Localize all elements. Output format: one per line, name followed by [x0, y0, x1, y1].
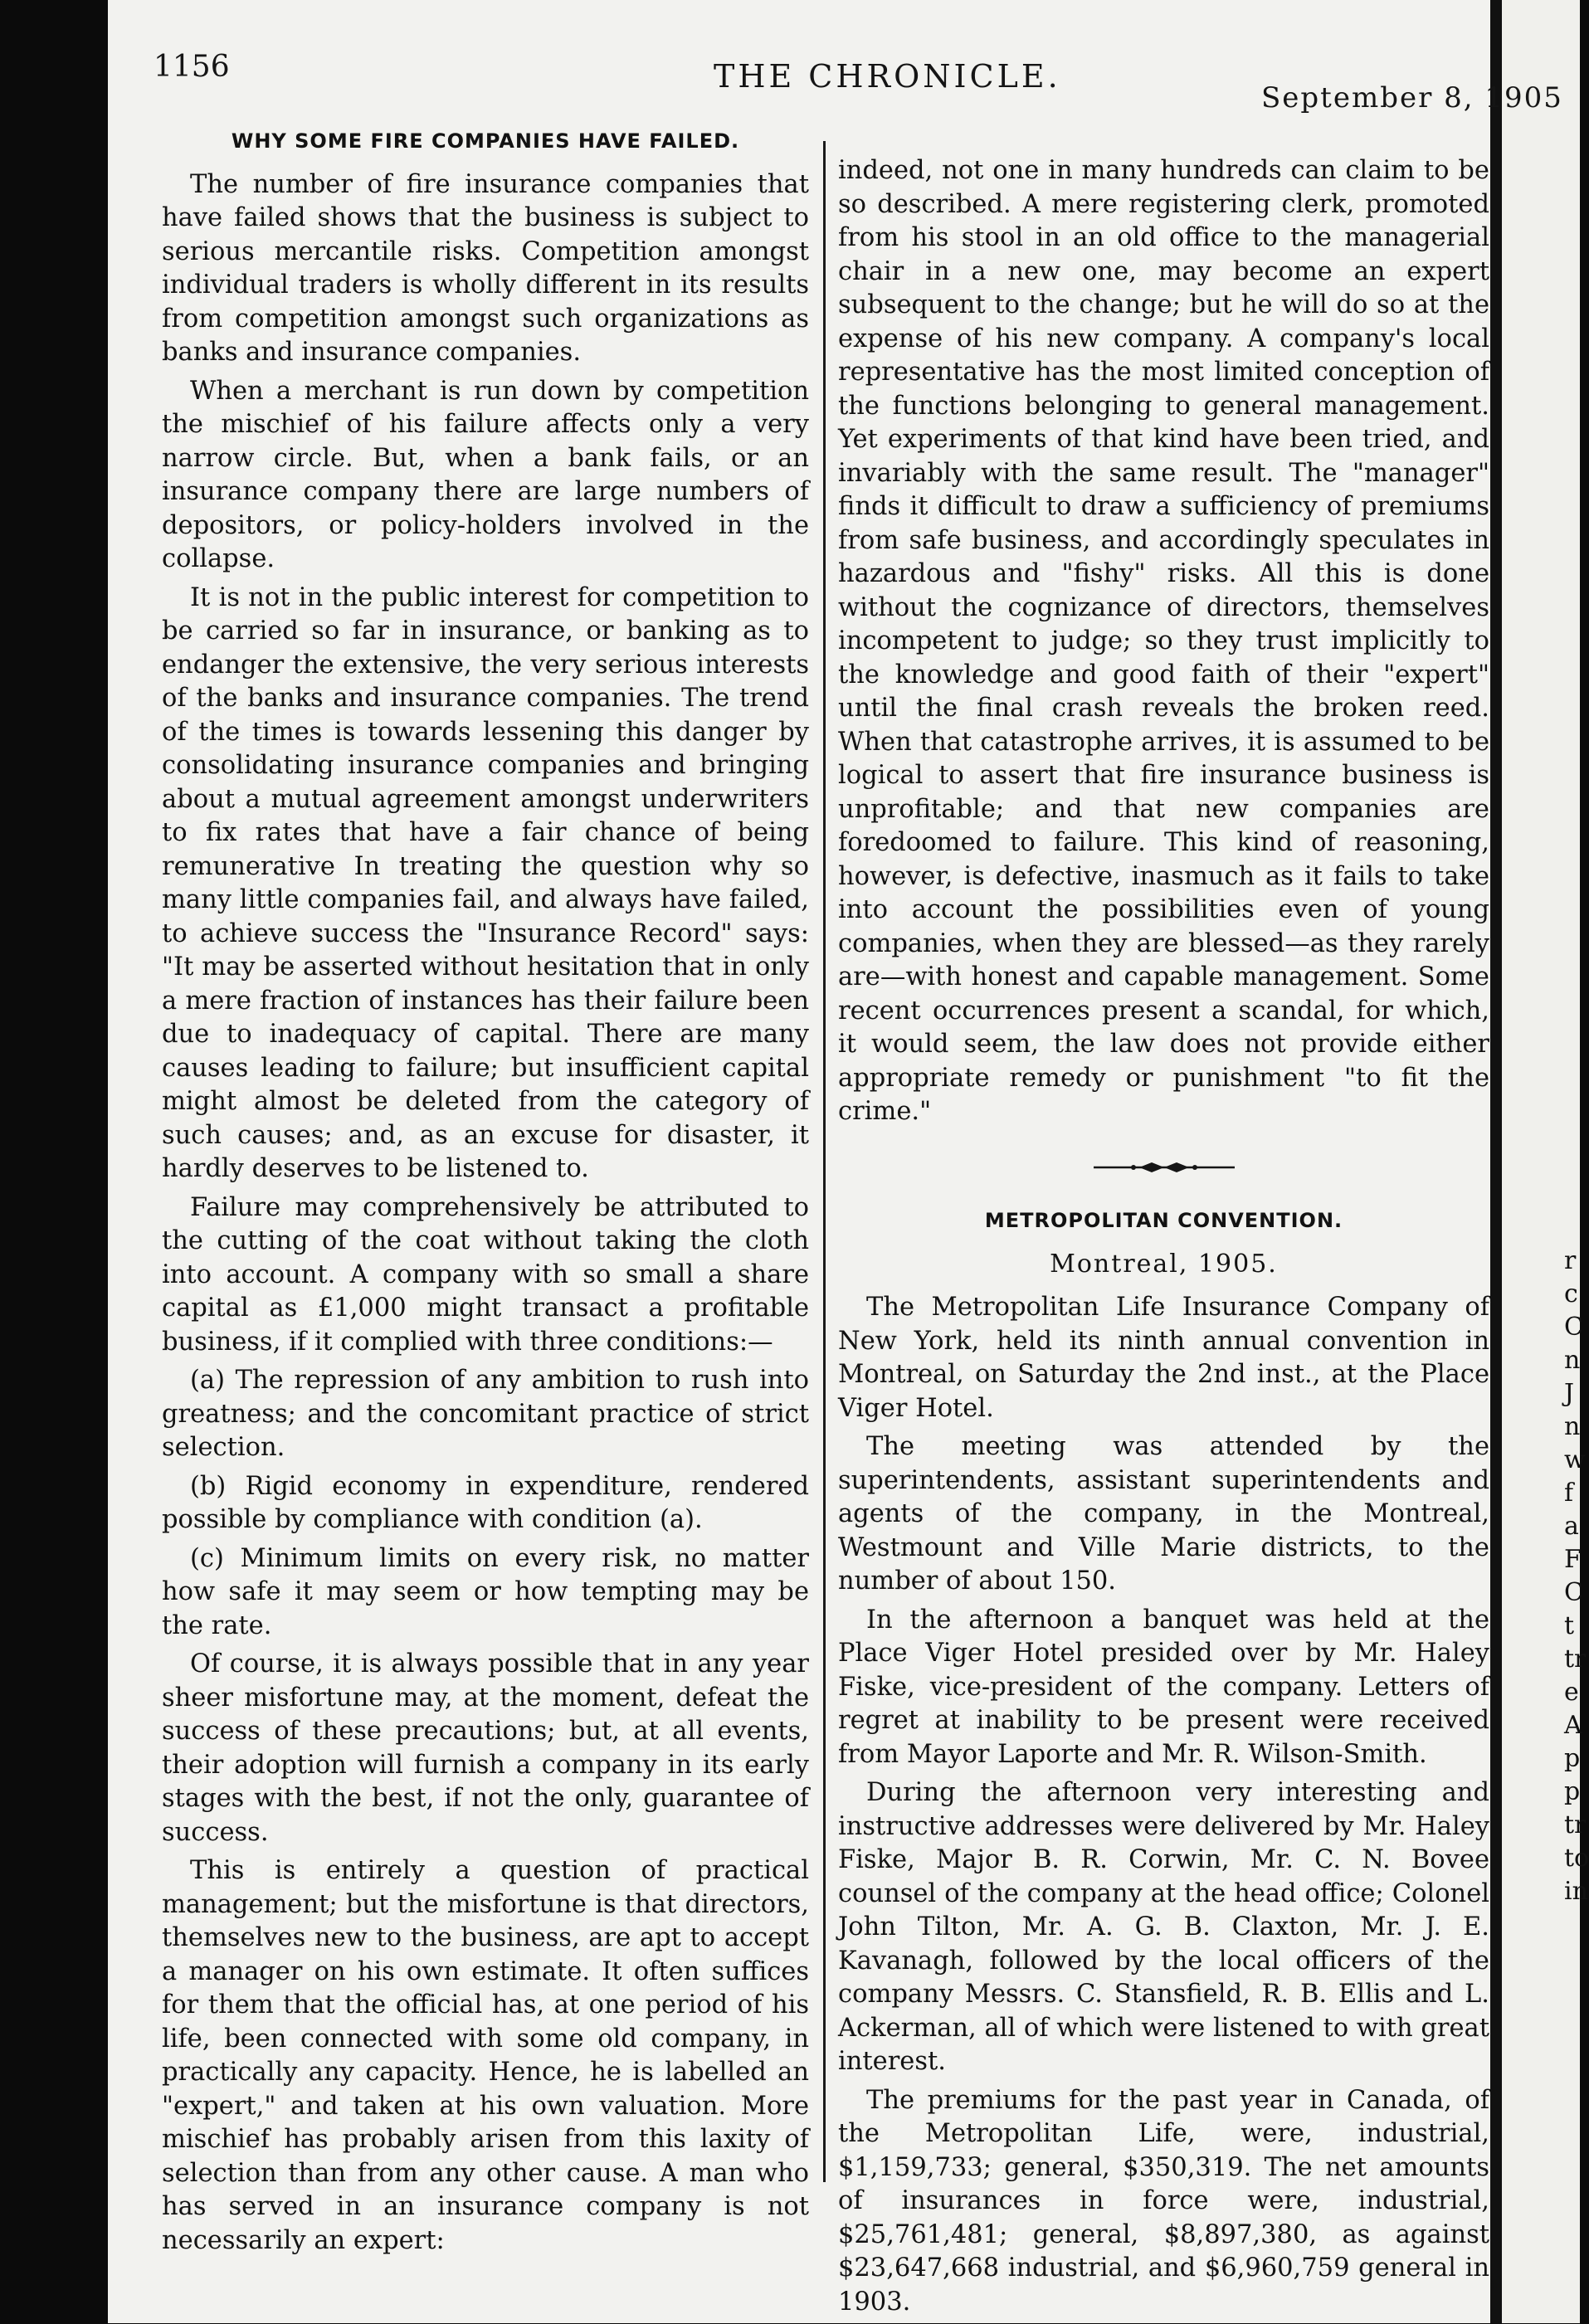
edge-letter: p	[1564, 1744, 1581, 1773]
article-dateline: Montreal, 1905.	[1050, 1249, 1278, 1279]
edge-letter: n	[1564, 1412, 1581, 1441]
condition-b: (b) Rigid economy in expenditure, rendered possible by compliance with condition (a).	[162, 1471, 809, 1534]
paragraph: The number of fire insurance companies that have failed shows that the business is subject to serious mercantile risks. Competition amongst individual traders is wholly different in its results from competition amongst such organizations as banks and insurance companies.	[162, 169, 809, 367]
edge-letter: a	[1564, 1512, 1579, 1541]
edge-letter: C	[1564, 1313, 1583, 1342]
edge-letter: tr	[1564, 1644, 1587, 1674]
continued-paragraph: indeed, not one in many hundreds can claim to be so described. A mere registering clerk, promoted from his stool in an old office to the managerial chair in a new one, may become an expert subsequent to the change; but he will do so at the expense of his new company. A company's local representative has the most limited conception of the functions belonging to general management. Yet experiments of that kind have been tried, and invariably with the same result. The "manager" finds it difficult to draw a sufficiency of premiums from safe business, and accordingly speculates in hazardous and "fishy" risks. All this is done without the cognizance of directors, themselves incompetent to judge; so they trust implicitly to the knowledge and good faith of their "expert" until the final crash reveals the broken reed. When that catastrophe arrives, it is assumed to be logical to assert that fire insurance business is unprofitable; and that new companies are foredoomed to failure. This kind of reasoning, however, is defective, inasmuch as it fails to take into account the possibilities even of young companies, when they are blessed—as they rarely are—with honest and capable management. Some recent occurrences present a scandal, for which, it would seem, the law does not provide either appropriate remedy or punishment "to fit the crime."	[838, 156, 1489, 1126]
adjacent-page-edge	[1502, 0, 1589, 2323]
edge-letter: J	[1564, 1379, 1575, 1408]
condition-c: (c) Minimum limits on every risk, no matter how safe it may seem or how tempting may be the rate.	[162, 1543, 809, 1640]
edge-letter: n	[1564, 1346, 1581, 1375]
article-title-fire-companies: WHY SOME FIRE COMPANIES HAVE FAILED.	[231, 129, 740, 153]
paragraph: Of course, it is always possible that in any year sheer misfortune may, at the moment, defeat the success of these precautions; but, at all events, their adoption will furnish a company in its early stages with the best, if not the only, guarantee of success.	[162, 1649, 809, 1847]
edge-letter: t	[1564, 1611, 1575, 1640]
column-rule	[823, 141, 826, 2182]
edge-letter: e	[1564, 1678, 1579, 1707]
edge-letter: r	[1564, 1246, 1577, 1275]
paragraph: The Metropolitan Life Insurance Company of New York, held its ninth annual convention in Montreal, on Saturday the 2nd inst., at the Place Viger Hotel.	[838, 1293, 1489, 1423]
paragraph: It is not in the public interest for competition to be carried so far in insurance, or banking as to endanger the extensive, the very serious interests of the banks and insurance companies. The trend of the times is towards lessening this danger by consolidating insurance companies and bringing about a mutual agreement amongst underwriters to fix rates that have a fair chance of being remunerative In treating the question why so many little companies fail, and always have failed, to achieve success the "Insurance Record" says: "It may be asserted without hesitation that in only a mere fraction of instances has their failure been due to inadequacy of capital. There are many causes leading to failure; but insufficient capital might almost be deleted from the category of such causes; and, as an excuse for disaster, it hardly deserves to be listened to.	[162, 582, 809, 1183]
edge-letter: w	[1564, 1445, 1586, 1474]
paragraph: Failure may comprehensively be attributed to the cutting of the coat without taking the cloth into account. A company with so small a share capital as £1,000 might transact a profitable business, if it complied with three conditions:—	[162, 1192, 809, 1357]
issue-date: September 8, 1905	[1261, 81, 1563, 114]
publication-title: THE CHRONICLE.	[714, 58, 1061, 95]
edge-letter: tr	[1564, 1810, 1587, 1839]
left-column	[162, 124, 809, 2263]
edge-letter: f	[1564, 1479, 1574, 1508]
edge-letter: c	[1564, 1279, 1578, 1308]
edge-letter: F	[1564, 1545, 1582, 1574]
page-number: 1156	[154, 50, 230, 84]
paragraph: The premiums for the past year in Canada, of the Metropolitan Life, were, industrial, $1,159,733; general, $350,319. The net amounts of insurances in force were, industrial, $25,761,481; general, $8,897,380, as against $23,647,668 industrial, and $6,960,759 general in 1903.	[838, 2085, 1489, 2317]
edge-letter: C	[1564, 1578, 1583, 1607]
right-column	[838, 154, 1489, 2324]
paragraph: During the afternoon very interesting and instructive addresses were delivered by Mr. Haley Fiske, Major B. R. Corwin, Mr. C. N. Bovee counsel of the company at the head office; Colonel John Tilton, Mr. A. G. B. Claxton, Mr. J. E. Kavanagh, followed by the local officers of the company Messrs. C. Stansfield, R. B. Ellis and L. Ackerman, all of which were listened to with great interest.	[838, 1778, 1489, 2076]
condition-a: (a) The repression of any ambition to rush into greatness; and the concomitant practice of strict selection.	[162, 1366, 809, 1462]
paragraph: In the afternoon a banquet was held at the Place Viger Hotel presided over by Mr. Haley Fiske, vice-president of the company. Letters of regret at inability to be present were received from Mayor Laporte and Mr. R. Wilson-Smith.	[838, 1605, 1489, 1769]
article-title-metropolitan: METROPOLITAN CONVENTION.	[984, 1209, 1343, 1232]
paragraph: This is entirely a question of practical management; but the misfortune is that directors, themselves new to the business, are apt to accept a manager on his own estimate. It often suffices for them that the official has, at one period of his life, been connected with some old company, in practically any capacity. Hence, he is labelled an "expert," and taken at his own valuation. More mischief has probably arisen from this laxity of selection than from any other cause. A man who has served in an insurance company is not necessarily an expert:	[162, 1856, 809, 2255]
section-ornament	[838, 1151, 1489, 1185]
edge-letter: A	[1564, 1711, 1582, 1740]
adjacent-page-text-fragment	[1564, 1245, 1589, 1908]
paragraph: When a merchant is run down by competition the mischief of his failure affects only a very narrow circle. But, when a bank fails, or an insurance company there are large numbers of depositors, or policy-holders involved in the collapse.	[162, 376, 809, 573]
edge-letter: to	[1564, 1844, 1589, 1873]
edge-letter: p	[1564, 1777, 1581, 1806]
edge-letter: in	[1564, 1877, 1588, 1906]
paragraph: The meeting was attended by the superintendents, assistant superintendents and agents of the company, in the Montreal, Westmount and Ville Marie districts, to the number of about 150.	[838, 1432, 1489, 1596]
